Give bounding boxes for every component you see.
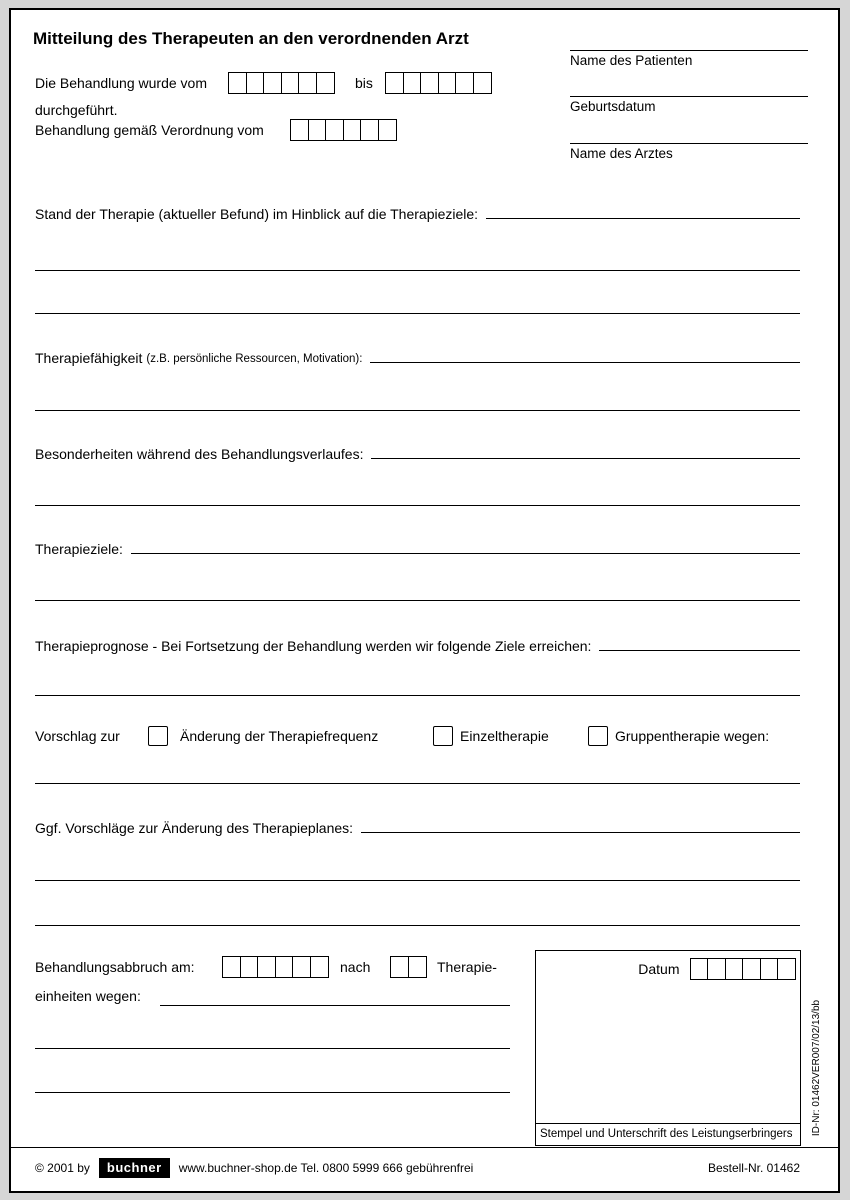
digit-cell[interactable] — [360, 119, 379, 141]
peculiarities-label: Besonderheiten während des Behandlungsverlaufes: — [35, 446, 364, 462]
digit-cell[interactable] — [228, 72, 247, 94]
treatment-to-label: bis — [355, 75, 373, 91]
write-line[interactable] — [35, 783, 800, 784]
digit-cell[interactable] — [707, 958, 726, 980]
digit-cell[interactable] — [777, 958, 796, 980]
termination-date-field[interactable] — [222, 956, 329, 978]
doctor-name-label: Name des Arztes — [570, 146, 673, 161]
digit-cell[interactable] — [281, 72, 300, 94]
prescription-date-row — [35, 119, 800, 141]
form-page — [9, 8, 840, 1193]
stamp-date-field[interactable] — [690, 958, 797, 980]
section-status — [35, 206, 800, 222]
digit-cell[interactable] — [690, 958, 709, 980]
digit-cell[interactable] — [378, 119, 397, 141]
prescription-label: Behandlung gemäß Verordnung vom — [35, 122, 264, 138]
termination-label: Behandlungsabbruch am: — [35, 959, 195, 975]
section-goals — [35, 541, 800, 557]
write-line[interactable] — [599, 650, 800, 651]
write-line[interactable] — [160, 1005, 510, 1006]
digit-cell[interactable] — [473, 72, 492, 94]
digit-cell[interactable] — [240, 956, 259, 978]
therapy-units-label-2: einheiten wegen: — [35, 988, 141, 1004]
frequency-change-checkbox[interactable] — [148, 726, 168, 746]
doctor-name-field[interactable] — [570, 143, 808, 161]
therapy-units-label-1: Therapie- — [437, 959, 497, 975]
order-number: Bestell-Nr. 01462 — [707, 1161, 800, 1175]
digit-cell[interactable] — [408, 956, 427, 978]
ability-label: Therapiefähigkeit — [35, 350, 143, 366]
write-line[interactable] — [35, 410, 800, 411]
group-therapy-label: Gruppentherapie wegen: — [615, 728, 770, 744]
write-line[interactable] — [35, 313, 800, 314]
digit-cell[interactable] — [390, 956, 409, 978]
prescription-date-field[interactable] — [290, 119, 397, 141]
footer — [35, 1153, 800, 1183]
write-line[interactable] — [131, 553, 800, 554]
contact-text: www.buchner-shop.de Tel. 0800 5999 666 gebührenfrei — [178, 1161, 474, 1175]
write-line[interactable] — [35, 1048, 510, 1049]
treatment-period-row — [35, 72, 800, 94]
stamp-date-row — [638, 958, 796, 980]
section-peculiarities — [35, 446, 800, 462]
after-label: nach — [340, 959, 371, 975]
proposal-row — [35, 725, 800, 747]
group-therapy-checkbox[interactable] — [588, 726, 608, 746]
write-line[interactable] — [35, 270, 800, 271]
digit-cell[interactable] — [310, 956, 329, 978]
copyright-text: © 2001 by — [35, 1161, 90, 1175]
section-ability — [35, 350, 800, 366]
treatment-to-date-field[interactable] — [385, 72, 492, 94]
frequency-option-label: Änderung der Therapiefrequenz — [180, 728, 379, 744]
form-id-note: ID-Nr: 01462VER007/02/13/bb — [811, 999, 822, 1137]
stamp-caption: Stempel und Unterschrift des Leistungserbringers — [536, 1123, 800, 1145]
footer-divider — [11, 1147, 838, 1148]
stamp-signature-box[interactable] — [535, 950, 801, 1146]
birthdate-field[interactable] — [570, 96, 808, 114]
digit-cell[interactable] — [246, 72, 265, 94]
digit-cell[interactable] — [298, 72, 317, 94]
proposal-prefix-label: Vorschlag zur — [35, 728, 120, 744]
status-label: Stand der Therapie (aktueller Befund) im Hinblick auf die Therapieziele: — [35, 206, 479, 222]
digit-cell[interactable] — [742, 958, 761, 980]
write-line[interactable] — [35, 880, 800, 881]
birthdate-label: Geburtsdatum — [570, 99, 656, 114]
single-therapy-checkbox[interactable] — [433, 726, 453, 746]
buchner-logo: buchner — [99, 1158, 170, 1178]
digit-cell[interactable] — [420, 72, 439, 94]
section-plan-change — [35, 820, 800, 836]
write-line[interactable] — [361, 832, 800, 833]
digit-cell[interactable] — [263, 72, 282, 94]
write-line[interactable] — [35, 925, 800, 926]
performed-label: durchgeführt. — [35, 102, 118, 118]
digit-cell[interactable] — [725, 958, 744, 980]
goals-label: Therapieziele: — [35, 541, 123, 557]
treatment-from-label: Die Behandlung wurde vom — [35, 75, 207, 91]
digit-cell[interactable] — [455, 72, 474, 94]
plan-change-label: Ggf. Vorschläge zur Änderung des Therapieplanes: — [35, 820, 354, 836]
digit-cell[interactable] — [308, 119, 327, 141]
write-line[interactable] — [35, 695, 800, 696]
datum-label: Datum — [638, 961, 680, 977]
form-title: Mitteilung des Therapeuten an den verordnenden Arzt — [33, 29, 469, 48]
write-line[interactable] — [371, 458, 800, 459]
digit-cell[interactable] — [438, 72, 457, 94]
digit-cell[interactable] — [316, 72, 335, 94]
ability-note: (z.B. persönliche Ressourcen, Motivation): — [146, 353, 363, 365]
digit-cell[interactable] — [290, 119, 309, 141]
write-line[interactable] — [486, 218, 800, 219]
digit-cell[interactable] — [403, 72, 422, 94]
digit-cell[interactable] — [292, 956, 311, 978]
single-therapy-label: Einzeltherapie — [460, 728, 549, 744]
treatment-from-date-field[interactable] — [228, 72, 335, 94]
patient-name-label: Name des Patienten — [570, 53, 693, 68]
write-line[interactable] — [370, 362, 800, 363]
prognosis-label: Therapieprognose - Bei Fortsetzung der Behandlung werden wir folgende Ziele erreichen: — [35, 638, 592, 654]
write-line[interactable] — [35, 1092, 510, 1093]
write-line[interactable] — [35, 600, 800, 601]
digit-cell[interactable] — [760, 958, 779, 980]
digit-cell[interactable] — [385, 72, 404, 94]
digit-cell[interactable] — [325, 119, 344, 141]
digit-cell[interactable] — [343, 119, 362, 141]
digit-cell[interactable] — [275, 956, 294, 978]
therapy-units-field[interactable] — [390, 956, 427, 978]
digit-cell[interactable] — [222, 956, 241, 978]
section-prognosis — [35, 638, 800, 654]
digit-cell[interactable] — [257, 956, 276, 978]
patient-name-field[interactable] — [570, 50, 808, 68]
write-line[interactable] — [35, 505, 800, 506]
